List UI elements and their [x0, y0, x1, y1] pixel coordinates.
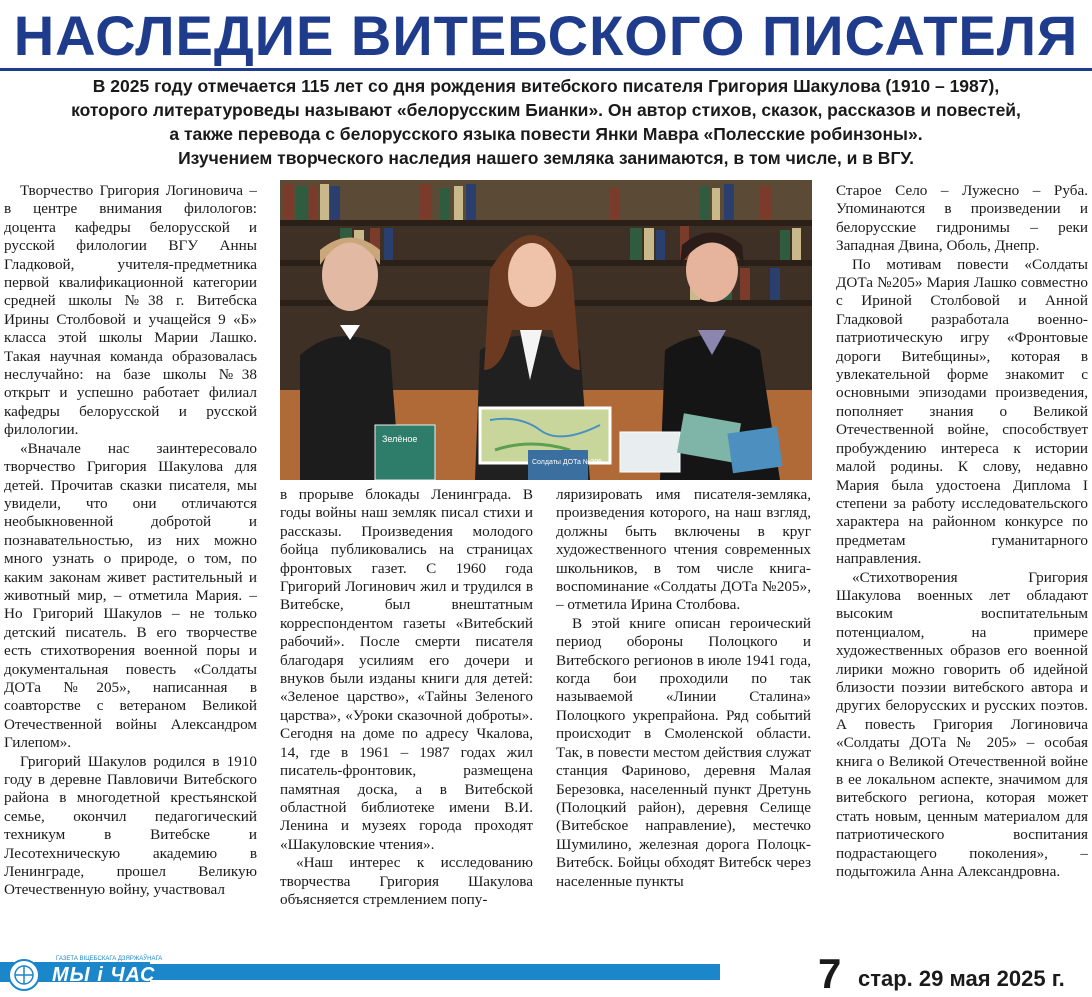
lead-line: а также перевода с белорусского языка повести Янки Мавра «Полесские робинзоны». — [169, 124, 923, 144]
paragraph: По мотивам повести «Солдаты ДОТа №205» Мария Лашко совместно с Ириной Столбовой и Анной Гладковой разработала военно-патриотическую игру «Фронтовые дороги Витебщины», которая в увлекательной форме знакомит с основными эпизодами произведения, пополняет знания о Великой Отечественной войне, способствует пробуждению интереса к истории малой родины. К слову, недавно Мария была удостоена Диплома I степени за работу исследовательского характера на районном конкурсе по предметам гуманитарного направления. — [836, 255, 1088, 568]
lead-line: которого литературоведы называют «белорусским Бианки». Он автор стихов, сказок, рассказов и повестей, — [71, 100, 1021, 120]
book-green — [375, 425, 435, 480]
newspaper-logo — [4, 956, 163, 992]
paragraph: Старое Село – Лужесно – Руба. Упоминаются в произведении и белорусские гидронимы – реки Западная Двина, Оболь, Днепр. — [836, 182, 1088, 255]
column-1 — [4, 182, 257, 942]
headline-rule — [0, 68, 1092, 71]
logo-emblem-icon — [4, 958, 44, 992]
column-2 — [280, 486, 533, 942]
column-4 — [836, 182, 1088, 942]
lead-paragraph — [8, 74, 1084, 170]
page-date: стар. 29 мая 2025 г. — [858, 966, 1065, 991]
paragraph: «Вначале нас заинтересовало творчество Григория Шакулова для детей. Прочитав сказки писателя, мы увидели, что они отличаются необыкновенной добротой и познавательностью, из них можно много узнать о природе, о том, по каким законам живет растительный и животный мир, – отметила Мария. – Но Григорий Шакулов – не только детский писатель. В его творчестве есть стихотворения военной поры и документальная повесть «Солдаты ДОТа №205», написанная в соавторстве с ветераном Великой Отечественной войны Александром Гилепом». — [4, 439, 257, 752]
footer-bar — [150, 964, 720, 980]
paragraph: в прорыве блокады Ленинграда. В годы войны наш земляк писал стихи и рассказы. Произведения молодого бойца публиковались на страницах фронтовых газет. С 1960 года Григорий Логинович жил и трудился в Витебске, был внештатным корреспондентом газеты «Витебский рабочий». После смерти писателя благодаря усилиям его дочери и внуков были изданы книги для детей: «Зеленое царство», «Тайны Зеленого царства», «Уроки сказочной доброты». Сегодня на доме по адресу Чкалова, 14, где в 1961 – 1987 годах жил писатель-фронтовик, размещена памятная доска, а в Витебской областной библиотеке имени В.И. Ленина и музеях города проходят «Шакуловские чтения». — [280, 486, 533, 853]
paragraph: «Наш интерес к исследованию творчества Григория Шакулова объясняется стремлением попу- — [280, 854, 533, 908]
logo-name: МЫ і ЧАС — [52, 964, 156, 986]
lead-line: Изучением творческого наследия нашего земляка занимаются, в том числе, и в ВГУ. — [178, 148, 914, 168]
paragraph: Творчество Григория Логиновича – в центре внимания филологов: доцента кафедры белорусской и русской филологии ВГУ Анны Гладковой, учителя-предметника первой квалификационной категории средней школы №38 г. Витебска Ирины Столбовой и учащейся 9 «Б» класса этой школы Марии Лашко. Такая научная команда образовалась неслучайно: на базе школы №38 открыт и успешно работает филиал кафедры белорусской и русской филологии. — [4, 182, 257, 439]
logo-tagline: ГАЗЕТА ВІЦЕБСКАГА ДЗЯРЖАЎНАГА — [56, 956, 163, 962]
paragraph: В этой книге описан героический период обороны Полоцкого и Витебского регионов в июле 1941 года, когда бои проходили по так называемой «Линии Сталина» Полоцкого укрепрайона. Ряд событий происходит в Смоленской области. Так, в повести местом действия служат станция Фариново, деревня Малая Березовка, населенный пункт Дретунь (Полоцкий район), деревня Селище (Витебское направление), местечко Шумилино, железная дорога Полоцк-Витебск. Бойцы обходят Витебск через населенные пункты — [556, 614, 811, 890]
paragraph: ляризировать имя писателя-земляка, произведения которого, на наш взгляд, должны быть включены в круг художественного чтения современных школьников, в том числе книга-воспоминание «Солдаты ДОТа №205», – отметила Ирина Столбова. — [556, 486, 811, 614]
paragraph: «Стихотворения Григория Шакулова военных лет обладают высоким воспитательным потенциалом, на примере художественных образов его военной лирики можно говорить об идейной близости поэзии витебского автора и других белорусских и русских поэтов. А повесть Григория Логиновича «Солдаты ДОТа № 205» – особая книга о Великой Отечественной войне в ее локальном аспекте, значимом для витебского региона, которая может стать новым, ценным материалом для патриотического воспитания подрастающего поколения», – подытожила Анна Александровна. — [836, 568, 1088, 881]
page-number: 7 — [818, 950, 842, 997]
photo-illustration — [280, 180, 812, 480]
lead-line: В 2025 году отмечается 115 лет со дня рождения витебского писателя Григория Шакулова (1910 – 1987), — [92, 76, 1000, 96]
svg-text:Зелёное: Зелёное — [382, 434, 418, 444]
headline: НАСЛЕДИЕ ВИТЕБСКОГО ПИСАТЕЛЯ — [13, 4, 1079, 67]
article-photo — [280, 180, 812, 480]
column-3 — [556, 486, 811, 942]
svg-text:Солдаты ДОТа №205: Солдаты ДОТа №205 — [532, 459, 603, 466]
paragraph: Григорий Шакулов родился в 1910 году в деревне Павловичи Витебского района в многодетной крестьянской семье, окончил педагогический техникум в Витебске и Лесотехническую академию в Ленинграде, прошел Великую Отечественную войну, участвовал — [4, 752, 257, 899]
